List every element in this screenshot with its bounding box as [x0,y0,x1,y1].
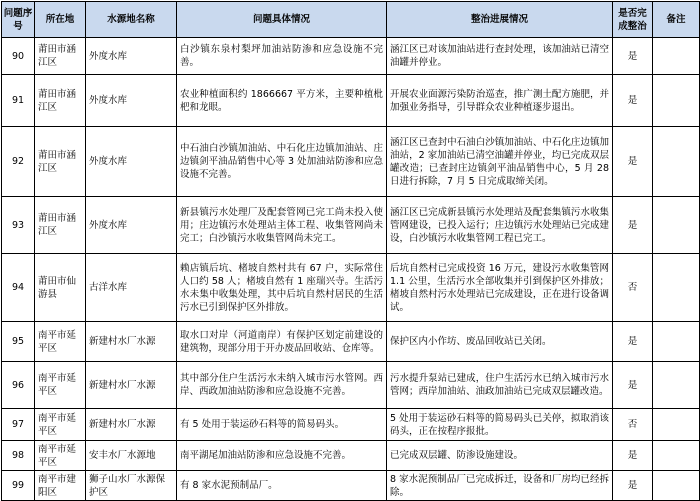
cell-no: 97 [2,409,35,441]
table-header-row [2,2,700,38]
table-row [2,322,700,362]
cell-problem: 其中部分住户生活污水未纳入城市污水管网。西岸、西政加油站防渗和应急设施不完善。 [177,362,387,409]
cell-location: 莆田市仙游县 [35,254,86,322]
table-row [2,409,700,441]
cell-progress: 后坑自然村已完成投资 16 万元，建设污水收集管网 1.1 公里，生活污水全部收集并引到保护区外排放；楮坡自然村污水处理站已完成建设，正在进行设备调试。 [387,254,613,322]
cell-remark [653,322,700,362]
cell-remark [653,75,700,127]
cell-problem: 有 8 家水泥预制品厂。 [177,471,387,501]
header-remark: 备注 [653,2,700,38]
cell-no: 93 [2,197,35,254]
table-row [2,471,700,501]
header-no: 问题序号 [2,2,35,38]
header-problem: 问题具体情况 [177,2,387,38]
cell-location: 莆田市涵江区 [35,197,86,254]
cell-remark [653,127,700,197]
cell-problem: 南平湖尾加油站防渗和应急设施不完善。 [177,441,387,471]
cell-done: 是 [613,75,653,127]
table-row [2,127,700,197]
header-source: 水源地名称 [86,2,177,38]
cell-remark [653,254,700,322]
cell-done: 是 [613,471,653,501]
cell-source: 外度水库 [86,75,177,127]
cell-done: 是 [613,362,653,409]
cell-no: 90 [2,38,35,75]
cell-problem: 取水口对岸（河道南岸）有保护区划定前建设的建筑物，现部分用于开办废品回收站、仓库等。 [177,322,387,362]
cell-done: 是 [613,322,653,362]
cell-no: 95 [2,322,35,362]
cell-done: 是 [613,127,653,197]
cell-done: 是 [613,38,653,75]
cell-no: 91 [2,75,35,127]
cell-location: 莆田市涵江区 [35,127,86,197]
table-row [2,75,700,127]
cell-done: 否 [613,254,653,322]
cell-remark [653,38,700,75]
table-row [2,441,700,471]
cell-problem: 新县镇污水处理厂及配套管网已完工尚未投入使用；庄边镇污水处理站主体工程、收集管网尚未完工；白沙镇污水收集管网尚未完工。 [177,197,387,254]
cell-progress: 保护区内小作坊、废品回收站已关闭。 [387,322,613,362]
cell-progress: 涵江区已完成新县镇污水处理站及配套集镇污水收集管网建设，已投入运行；庄边镇污水处理站已完成建设，白沙镇污水收集管网工程已完工。 [387,197,613,254]
cell-location: 南平市延平区 [35,409,86,441]
cell-source: 狮子山水厂水源保护区 [86,471,177,501]
cell-source: 新建村水厂水源 [86,362,177,409]
cell-progress: 污水提升泵站已建成，住户生活污水已纳入城市污水管网；西岸加油站、油政加油站已完成双层罐改造。 [387,362,613,409]
cell-source: 外度水库 [86,127,177,197]
cell-problem: 白沙镇东泉村梨坪加油站防渗和应急设施不完善。 [177,38,387,75]
cell-source: 外度水库 [86,197,177,254]
table-row [2,38,700,75]
cell-no: 98 [2,441,35,471]
cell-source: 古洋水库 [86,254,177,322]
cell-progress: 8 家水泥预制品厂已完成拆迁，设备和厂房均已经拆除。 [387,471,613,501]
cell-problem: 赖店镇后坑、楮坡自然村共有 67 户，实际常住人口约 58 人；楮坡自然有 1 座瑞兴寺。生活污水未集中收集处理，其中后坑自然村居民的生活污水已引到保护区外排放。 [177,254,387,322]
cell-no: 92 [2,127,35,197]
cell-location: 南平市建阳区 [35,471,86,501]
cell-progress: 开展农业面源污染防治巡查，推广测土配方施肥，并加强业务指导，引导群众农业种植逐步退出。 [387,75,613,127]
cell-no: 94 [2,254,35,322]
table-row [2,362,700,409]
cell-location: 莆田市涵江区 [35,75,86,127]
cell-remark [653,471,700,501]
cell-remark [653,441,700,471]
cell-progress: 涵江区已对该加油站进行查封处理，该加油站已清空油罐并停业。 [387,38,613,75]
cell-progress: 涵江区已查封中石油白沙镇加油站、中石化庄边镇加油站，2 家加油站已清空油罐并停业，均已完成双层罐改造；已查封庄边镇剑平油品销售中心，5 月 28 日进行拆除，7 月 5 日完成取缔关闭。 [387,127,613,197]
cell-no: 96 [2,362,35,409]
cell-location: 南平市延平区 [35,441,86,471]
table-row [2,197,700,254]
cell-done: 是 [613,441,653,471]
cell-progress: 5 处用于装运砂石料等的简易码头已关停，拟取消该码头，正在按程序报批。 [387,409,613,441]
cell-source: 安丰水厂水源地 [86,441,177,471]
header-location: 所在地 [35,2,86,38]
header-progress: 整治进展情况 [387,2,613,38]
cell-remark [653,362,700,409]
cell-source: 新建村水厂水源 [86,409,177,441]
remediation-table [1,1,700,501]
cell-remark [653,409,700,441]
cell-progress: 已完成双层罐、防渗设施建设。 [387,441,613,471]
cell-done: 是 [613,197,653,254]
cell-problem: 有 5 处用于装运砂石料等的简易码头。 [177,409,387,441]
cell-location: 南平市延平区 [35,322,86,362]
cell-source: 外度水库 [86,38,177,75]
table-row [2,254,700,322]
cell-problem: 中石油白沙镇加油站、中石化庄边镇加油站、庄边镇剑平油品销售中心等 3 处加油站防渗和应急设施不完善。 [177,127,387,197]
header-done: 是否完成整治 [613,2,653,38]
cell-done: 否 [613,409,653,441]
cell-no: 99 [2,471,35,501]
cell-problem: 农业种植面积约 1866667 平方米，主要种植枇杷和龙眼。 [177,75,387,127]
cell-remark [653,197,700,254]
cell-location: 莆田市涵江区 [35,38,86,75]
cell-location: 南平市延平区 [35,362,86,409]
cell-source: 新建村水厂水源 [86,322,177,362]
